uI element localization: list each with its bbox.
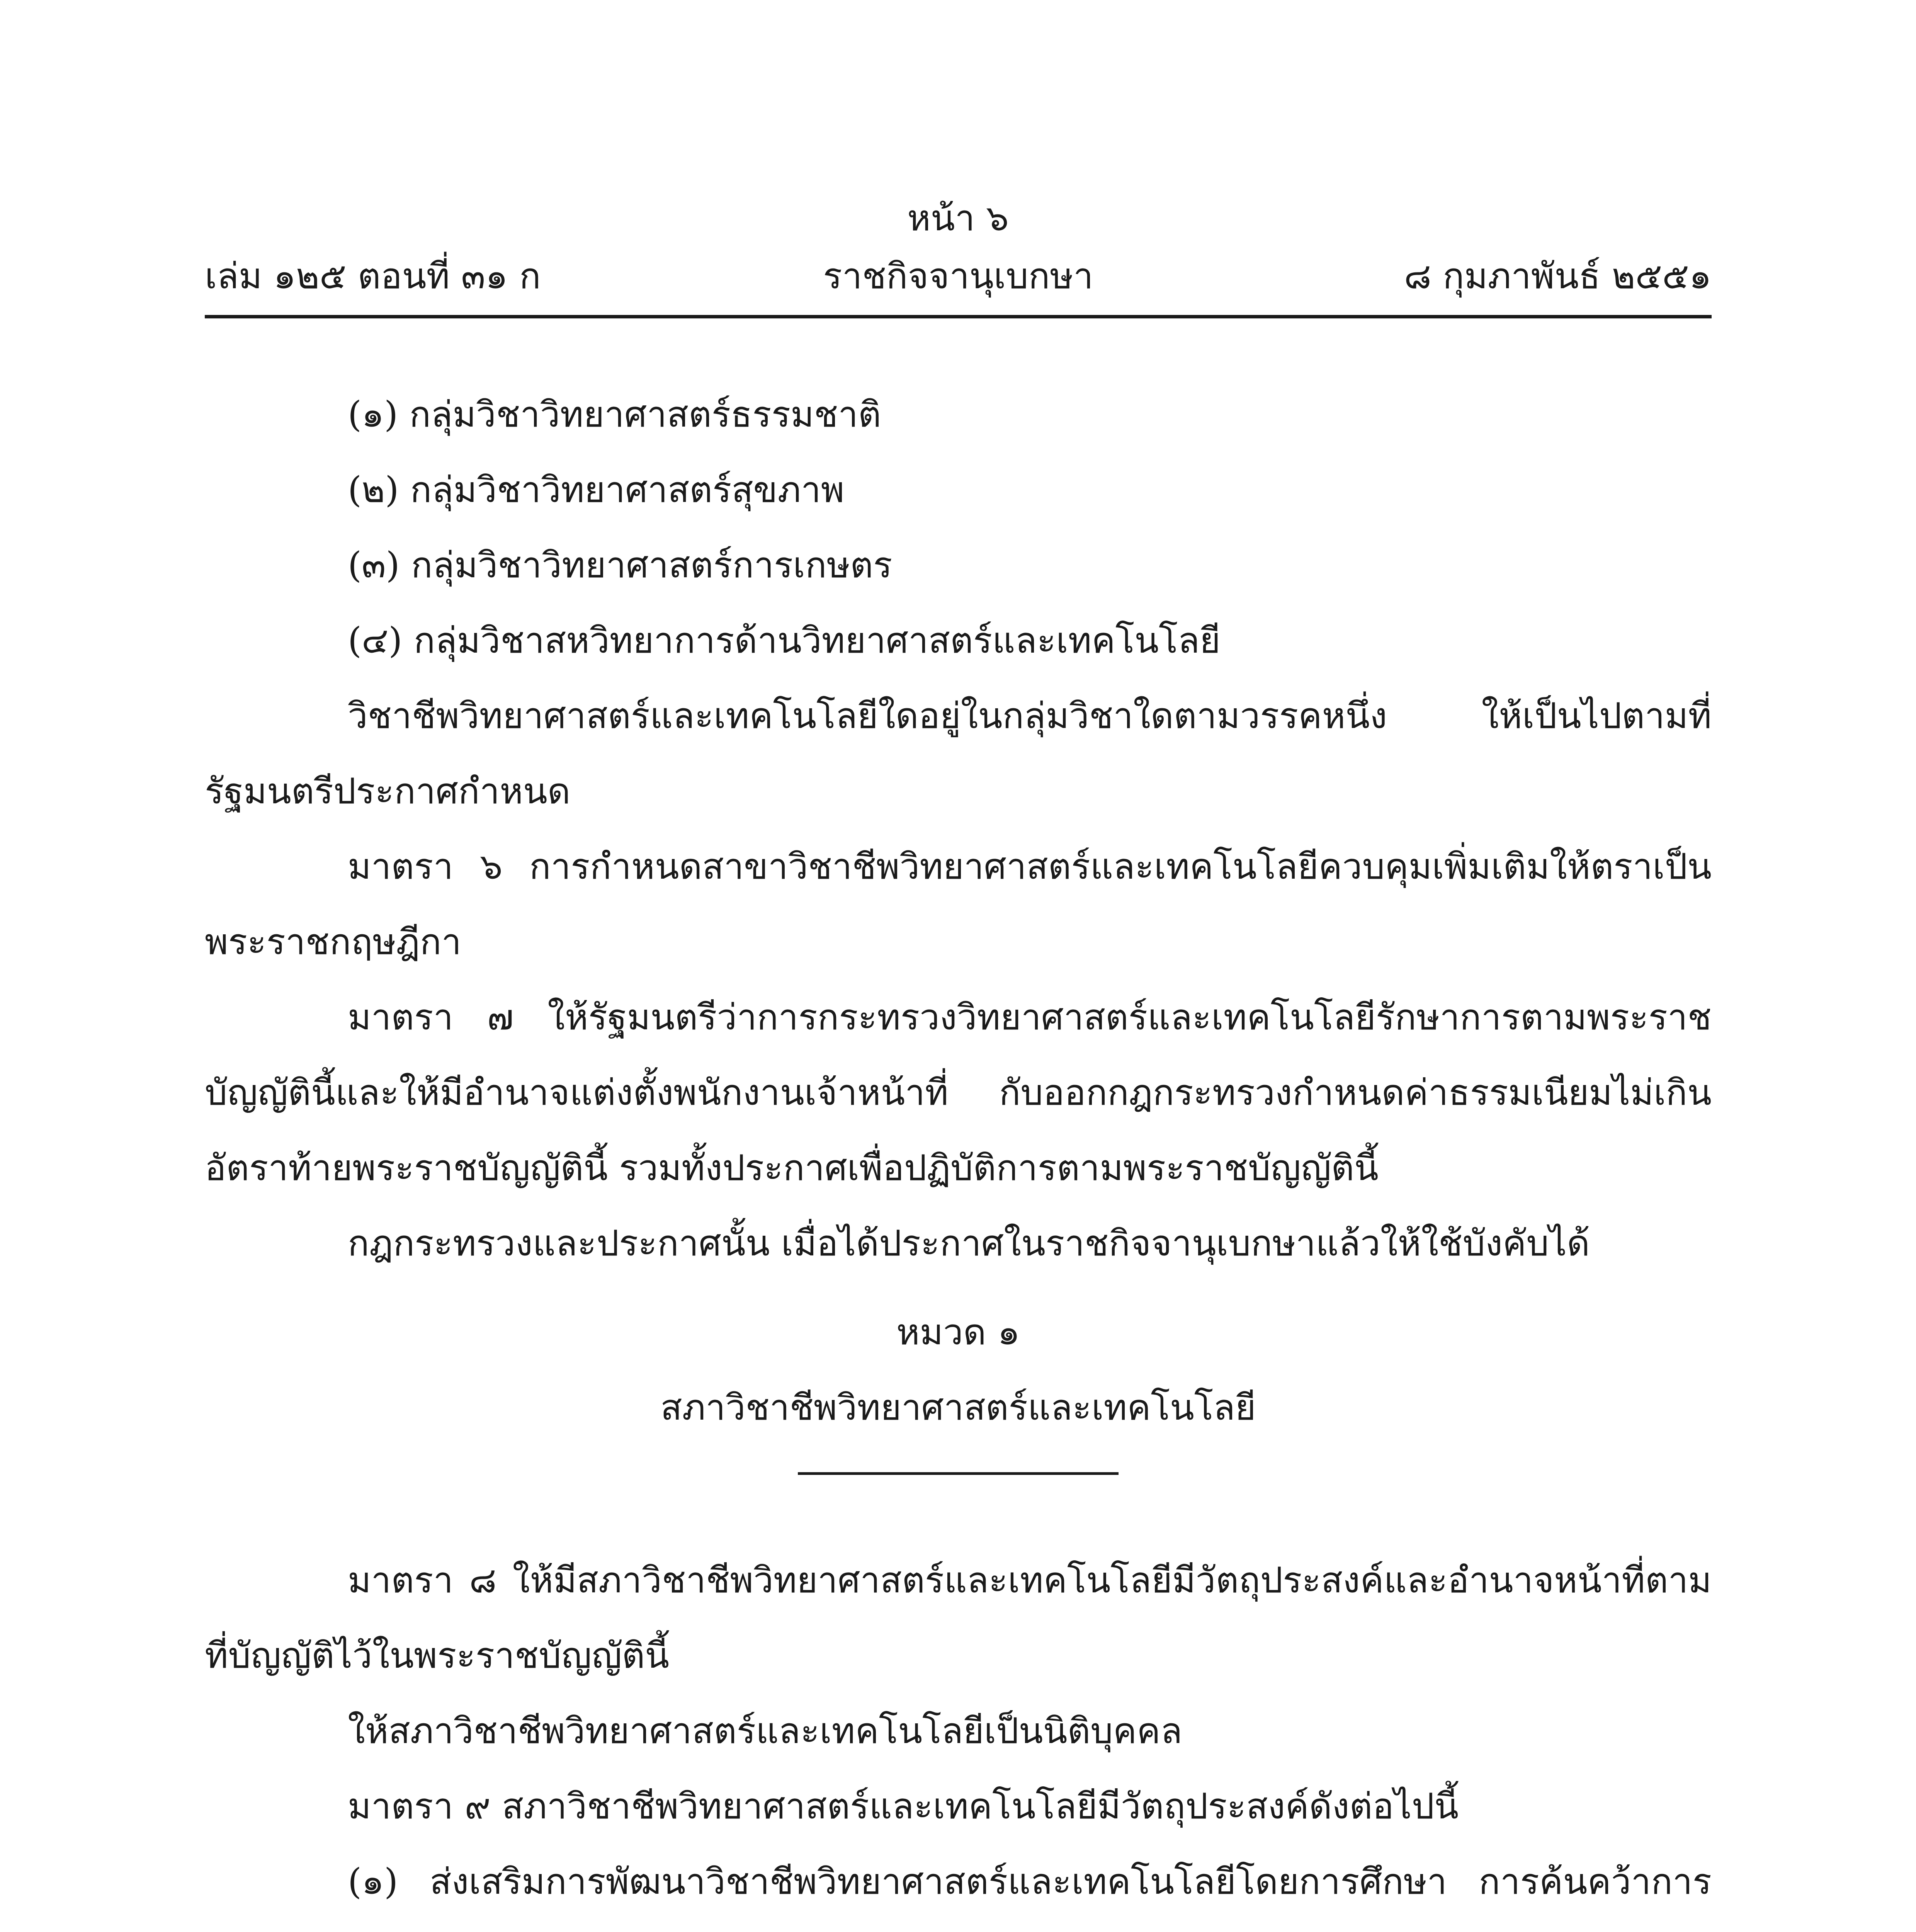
- publication-date: ๘ กุมภาพันธ์ ๒๕๕๑: [1404, 255, 1712, 297]
- running-header: [205, 251, 1712, 301]
- publication-name: ราชกิจจานุเบกษา: [823, 255, 1093, 297]
- section-7: มาตรา ๗ ให้รัฐมนตรีว่าการกระทรวงวิทยาศาสตร์และเทคโนโลยีรักษาการตามพระราชบัญญัตินี้และให้มีอำนาจแต่งตั้งพนักงานเจ้าหน้าที่ กับออกกฎกระทรวงกำหนดค่าธรรมเนียมไม่เกินอัตราท้ายพระราชบัญญัตินี้ รวมทั้งประกาศเพื่อปฏิบัติการตามพระราชบัญญัตินี้: [205, 997, 1712, 1189]
- objective-1: (๑) ส่งเสริมการพัฒนาวิชาชีพวิทยาศาสตร์และเทคโนโลยีโดยการศึกษา การค้นคว้าการ: [348, 1861, 1712, 1902]
- paragraph-group-assignment: วิชาชีพวิทยาศาสตร์และเทคโนโลยีใดอยู่ในกลุ่มวิชาใดตามวรรคหนึ่ง ให้เป็นไปตามที่รัฐมนตรีประกาศกำหนด: [205, 695, 1712, 812]
- page-number: หน้า ๖: [907, 197, 1009, 239]
- section-8: มาตรา ๘ ให้มีสภาวิชาชีพวิทยาศาสตร์และเทคโนโลยีมีวัตถุประสงค์และอำนาจหน้าที่ตามที่บัญญัติไว้ในพระราชบัญญัตินี้: [205, 1560, 1712, 1676]
- list-item-group-1: (๑) กลุ่มวิชาวิทยาศาสตร์ธรรมชาติ: [348, 394, 881, 435]
- section-6: มาตรา ๖ การกำหนดสาขาวิชาชีพวิทยาศาสตร์และเทคโนโลยีควบคุมเพิ่มเติมให้ตราเป็นพระราชกฤษฎีกา: [205, 846, 1712, 963]
- volume-issue: เล่ม ๑๒๕ ตอนที่ ๓๑ ก: [205, 255, 541, 297]
- body-content: [205, 377, 1712, 1932]
- section-9: มาตรา ๙ สภาวิชาชีพวิทยาศาสตร์และเทคโนโลยีมีวัตถุประสงค์ดังต่อไปนี้: [348, 1786, 1459, 1827]
- list-item-group-3: (๓) กลุ่มวิชาวิทยาศาสตร์การเกษตร: [348, 544, 893, 586]
- chapter-label: หมวด ๑: [896, 1311, 1020, 1353]
- paragraph-juristic-person: ให้สภาวิชาชีพวิทยาศาสตร์และเทคโนโลยีเป็นนิติบุคคล: [348, 1710, 1183, 1752]
- header-divider: [205, 315, 1712, 318]
- paragraph-ministerial-regulation: กฎกระทรวงและประกาศนั้น เมื่อได้ประกาศในราชกิจจานุเบกษาแล้วให้ใช้บังคับได้: [348, 1223, 1590, 1264]
- list-item-group-4: (๔) กลุ่มวิชาสหวิทยาการด้านวิทยาศาสตร์และเทคโนโลยี: [348, 620, 1221, 661]
- chapter-divider: [798, 1472, 1119, 1475]
- chapter-title: สภาวิชาชีพวิทยาศาสตร์และเทคโนโลยี: [660, 1387, 1256, 1428]
- list-item-group-2: (๒) กลุ่มวิชาวิทยาศาสตร์สุขภาพ: [348, 469, 845, 510]
